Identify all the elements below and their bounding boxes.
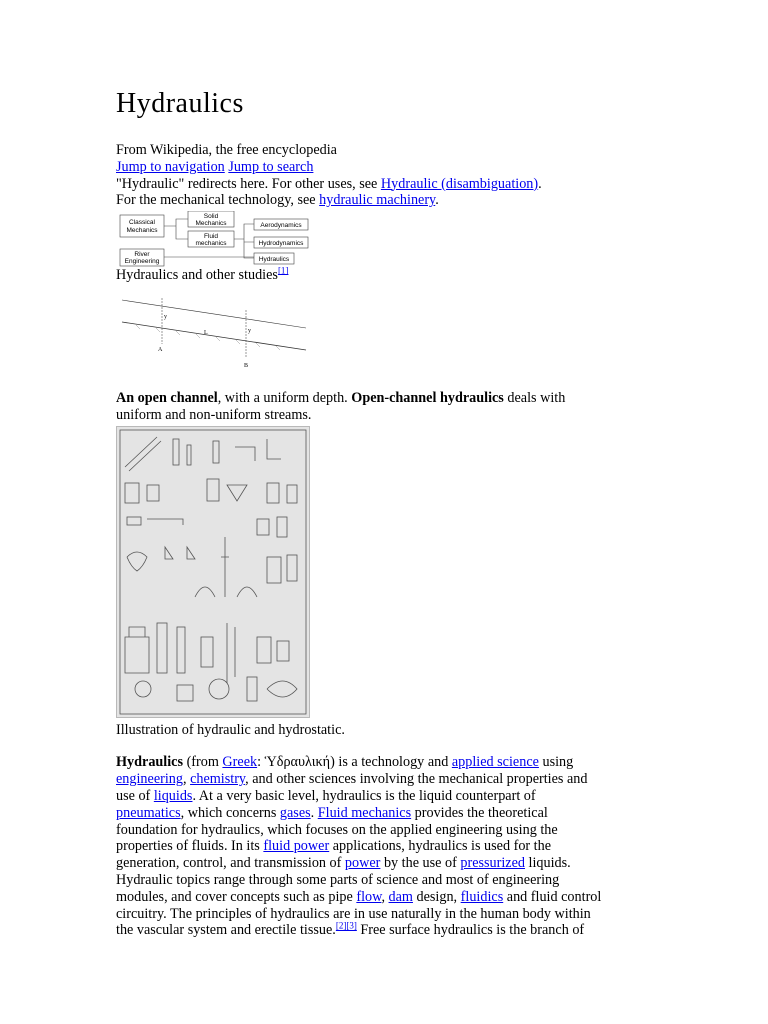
hatnote-text: For the mechanical technology, see bbox=[116, 192, 320, 209]
spacer bbox=[116, 738, 656, 754]
body-text: provides the theoretical bbox=[411, 804, 548, 821]
tagline: From Wikipedia, the free encyclopedia bbox=[116, 142, 337, 158]
body-line-3 bbox=[116, 788, 656, 805]
solid-label-2: Mechanics bbox=[195, 220, 227, 228]
body-text: properties of fluids. In its bbox=[116, 838, 264, 855]
fluidics-link[interactable]: fluidics bbox=[460, 888, 504, 905]
body-text: generation, control, and transmission of bbox=[116, 855, 345, 872]
body-text: . At a very basic level, hydraulics is the liquid counterpart of bbox=[192, 787, 536, 804]
jump-to-navigation-link[interactable]: Jump to navigation bbox=[116, 158, 225, 175]
dam-link[interactable]: dam bbox=[388, 888, 413, 905]
body-bold: Hydraulics bbox=[116, 754, 184, 771]
river-label-1: River bbox=[134, 251, 150, 259]
caption-open-channel bbox=[116, 390, 656, 424]
caption-text: deals with bbox=[503, 389, 566, 406]
fluid-label-1: Fluid bbox=[203, 233, 219, 241]
body-text: , which concerns bbox=[180, 804, 280, 821]
page-title: Hydraulics bbox=[116, 88, 244, 119]
gases-link[interactable]: gases bbox=[279, 804, 311, 821]
body-text: (from bbox=[183, 754, 223, 771]
fluid-power-link[interactable]: fluid power bbox=[263, 838, 330, 855]
label-y2: y bbox=[248, 327, 251, 334]
body-text: and fluid control bbox=[503, 888, 602, 905]
jump-to-search-link[interactable]: Jump to search bbox=[228, 158, 314, 175]
body-text: , and other sciences involving the mechanical properties and bbox=[245, 771, 588, 788]
caption-illustration: Illustration of hydraulic and hydrostatic. bbox=[116, 721, 345, 738]
body-text: the vascular system and erectile tissue. bbox=[116, 922, 336, 939]
hatnote-text: "Hydraulic" redirects here. For other uses, see bbox=[116, 175, 381, 192]
body-text: Free surface hydraulics is the branch of bbox=[356, 922, 585, 939]
body-text: using bbox=[538, 754, 574, 771]
studies-diagram bbox=[116, 211, 316, 267]
body-text: design, bbox=[412, 888, 461, 905]
body-text: , bbox=[182, 771, 191, 788]
open-channel-figure bbox=[116, 294, 316, 374]
solid-label-1: Solid bbox=[203, 213, 219, 221]
body-line-2 bbox=[116, 771, 656, 788]
body-paragraph bbox=[116, 754, 656, 939]
body-text: applications, hydraulics is used for the bbox=[329, 838, 552, 855]
greek-word: Ὑδραυλική bbox=[264, 754, 331, 771]
label-y1: y bbox=[164, 313, 167, 320]
body-text: liquids. bbox=[525, 855, 571, 872]
body-line-4 bbox=[116, 805, 656, 822]
aero-label: Aerodynamics bbox=[260, 222, 302, 230]
fluid-mechanics-link[interactable]: Fluid mechanics bbox=[317, 804, 412, 821]
fluid-label-2: mechanics bbox=[195, 240, 227, 248]
body-text: : bbox=[257, 754, 265, 771]
applied-science-link[interactable]: applied science bbox=[451, 754, 539, 771]
classical-label-2: Mechanics bbox=[126, 227, 158, 235]
reference-2-3-link[interactable]: [2][3] bbox=[335, 920, 357, 931]
body-text: . bbox=[310, 804, 318, 821]
body-line-5: foundation for hydraulics, which focuses on the applied engineering using the bbox=[116, 821, 558, 838]
body-text: , bbox=[381, 888, 389, 905]
liquids-link[interactable]: liquids bbox=[153, 787, 193, 804]
hatnote-period: . bbox=[435, 192, 439, 209]
body-text: modules, and cover concepts such as pipe bbox=[116, 888, 357, 905]
hatnote-machinery bbox=[116, 192, 656, 209]
caption-text: , with a uniform depth. bbox=[217, 389, 352, 406]
hydraulics-label: Hydraulics bbox=[258, 256, 290, 264]
jump-links bbox=[116, 159, 656, 176]
body-line-10: circuitry. The principles of hydraulics are in use naturally in the human body within bbox=[116, 905, 591, 922]
hydrodyn-label: Hydrodynamics bbox=[258, 240, 304, 248]
body-text: ) is a technology and bbox=[330, 754, 452, 771]
body-text: use of bbox=[116, 787, 154, 804]
reference-1-link[interactable]: [1] bbox=[277, 265, 289, 276]
body-line-1 bbox=[116, 754, 656, 771]
power-link[interactable]: power bbox=[344, 855, 381, 872]
body-line-11 bbox=[116, 922, 656, 939]
body-line-9 bbox=[116, 889, 656, 906]
chemistry-link[interactable]: chemistry bbox=[190, 771, 246, 788]
hydraulic-engraving-image bbox=[116, 426, 310, 718]
caption-text: uniform and non-uniform streams. bbox=[116, 406, 312, 423]
flow-link[interactable]: flow bbox=[356, 888, 382, 905]
article bbox=[116, 86, 656, 939]
caption-bold: Open-channel hydraulics bbox=[351, 389, 504, 406]
hatnote-period: . bbox=[538, 175, 542, 192]
body-line-6 bbox=[116, 838, 656, 855]
caption-text: Hydraulics and other studies bbox=[116, 267, 278, 284]
body-line-8: Hydraulic topics range through some parts of science and most of engineering bbox=[116, 871, 560, 888]
disambiguation-link[interactable]: Hydraulic (disambiguation) bbox=[380, 175, 539, 192]
classical-label-1: Classical bbox=[128, 219, 156, 227]
pneumatics-link[interactable]: pneumatics bbox=[116, 804, 181, 821]
hatnote-disambiguation bbox=[116, 176, 656, 193]
label-l: L bbox=[204, 329, 208, 336]
label-b: B bbox=[244, 362, 249, 369]
body-line-7 bbox=[116, 855, 656, 872]
hydraulic-machinery-link[interactable]: hydraulic machinery bbox=[319, 192, 436, 209]
river-label-2: Engineering bbox=[124, 258, 160, 266]
body-text: by the use of bbox=[380, 855, 461, 872]
label-a: A bbox=[158, 346, 163, 353]
engineering-link[interactable]: engineering bbox=[116, 771, 183, 788]
greek-link[interactable]: Greek bbox=[222, 754, 258, 771]
caption-bold: An open channel bbox=[116, 389, 218, 406]
pressurized-link[interactable]: pressurized bbox=[460, 855, 525, 872]
